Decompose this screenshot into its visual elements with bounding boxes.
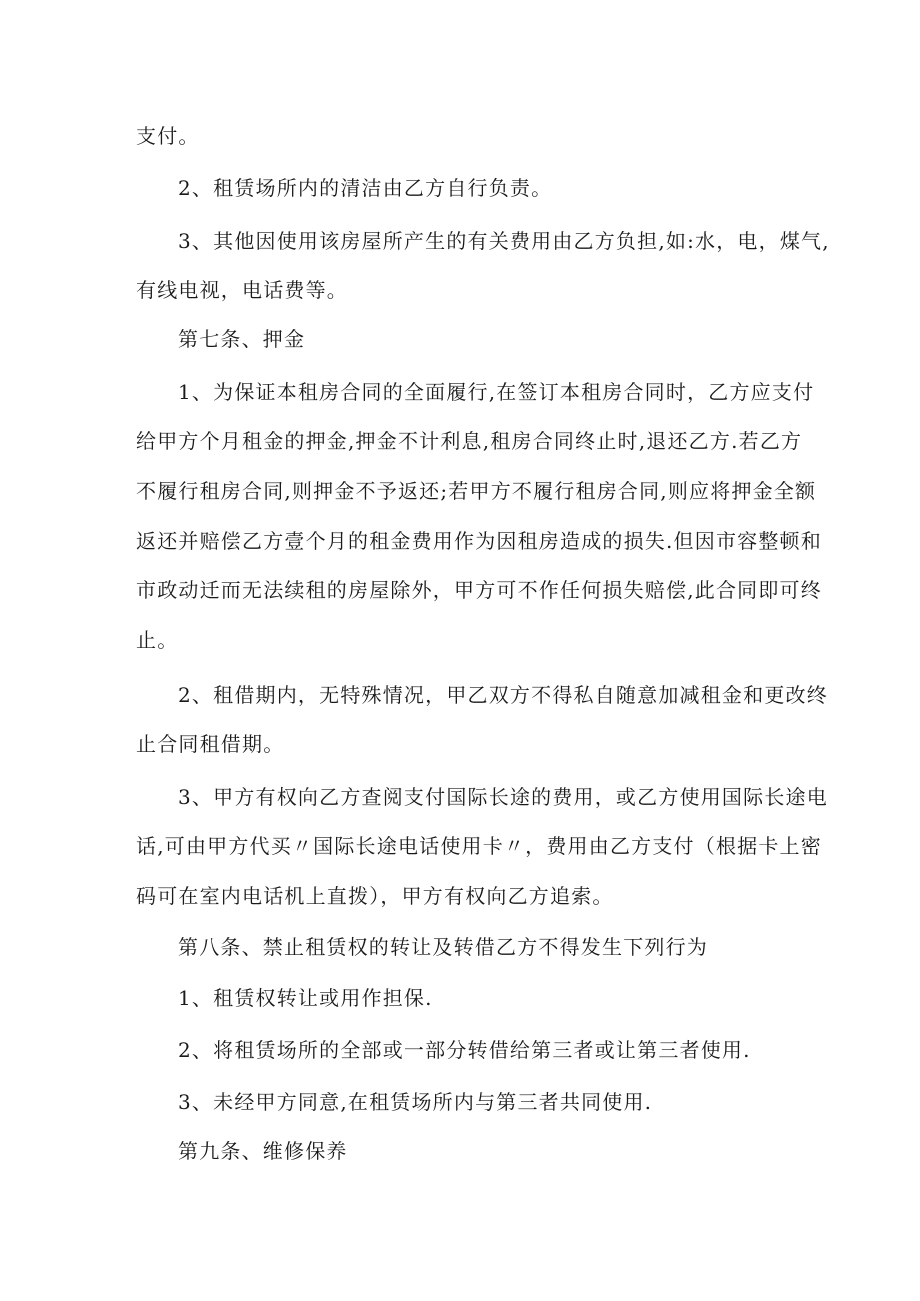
article-9-heading: 第九条、维修保养 xyxy=(178,1139,348,1163)
clause-transfer: 1、租赁权转让或用作担保. xyxy=(178,986,433,1010)
clause-intl-call-line-3: 码可在室内电话机上直拨），甲方有权向乙方追索。 xyxy=(136,884,614,908)
clause-rent-period-line-1: 2、租借期内，无特殊情况，甲乙双方不得私自随意加减租金和更改终 xyxy=(178,683,828,707)
clause-deposit-line-2: 给甲方个月租金的押金,押金不计利息,租房合同终止时,退还乙方.若乙方 xyxy=(136,429,803,453)
article-7-heading: 第七条、押金 xyxy=(178,327,306,351)
clause-fees-line-1: 3、其他因使用该房屋所产生的有关费用由乙方负担,如:水，电，煤气, xyxy=(178,229,830,253)
clause-deposit-line-6: 止。 xyxy=(136,628,179,652)
clause-deposit-line-4: 返还并赔偿乙方壹个月的租金费用作为因租房造成的损失.但因市容整顿和 xyxy=(136,529,822,553)
clause-deposit-line-3: 不履行租房合同,则押金不予返还;若甲方不履行租房合同,则应将押金全额 xyxy=(136,479,817,503)
clause-fees-line-2: 有线电视，电话费等。 xyxy=(136,278,348,302)
clause-intl-call-line-1: 3、甲方有权向乙方查阅支付国际长途的费用，或乙方使用国际长途电 xyxy=(178,785,828,809)
paragraph-tail-line-1: 支付。 xyxy=(136,124,200,148)
clause-shared-use: 3、未经甲方同意,在租赁场所内与第三者共同使用. xyxy=(178,1090,653,1114)
clause-rent-period-line-2: 止合同租借期。 xyxy=(136,732,285,756)
clause-cleaning: 2、租赁场所内的清洁由乙方自行负责。 xyxy=(178,176,553,200)
clause-deposit-line-5: 市政动迁而无法续租的房屋除外，甲方可不作任何损失赔偿,此合同即可终 xyxy=(136,578,822,602)
clause-sublet: 2、将租赁场所的全部或一部分转借给第三者或让第三者使用. xyxy=(178,1038,751,1062)
clause-intl-call-line-2: 话,可由甲方代买〃国际长途电话使用卡〃，费用由乙方支付（根据卡上密 xyxy=(136,834,822,858)
clause-deposit-line-1: 1、为保证本租房合同的全面履行,在签订本租房合同时，乙方应支付 xyxy=(178,380,815,404)
article-8-heading: 第八条、禁止租赁权的转让及转借乙方不得发生下列行为 xyxy=(178,935,708,959)
